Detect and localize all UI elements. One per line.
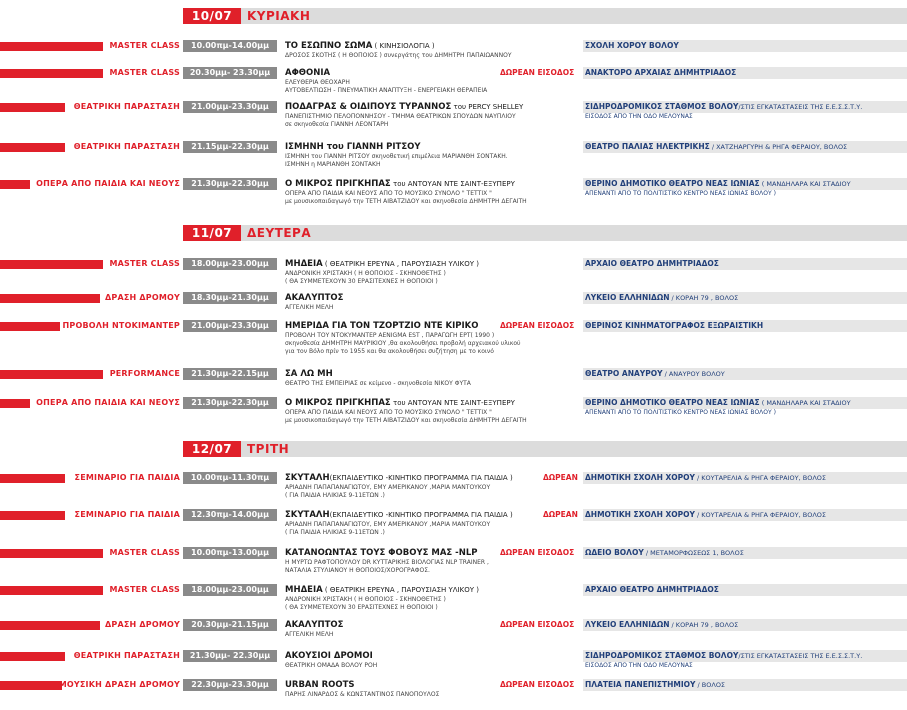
venue-label [585, 509, 826, 521]
venue-address-line2: ΑΠΕΝΑΝΤΙ ΑΠΟ ΤΟ ΠΟΛΙΤΙΣΤΙΚΟ ΚΕΝΤΡΟ ΝΕΑΣ ΙΩΝΙΑΣ ΒΟΛΟΥ ) [585, 409, 776, 416]
venue-address: / ΒΟΛΟΣ [695, 681, 726, 689]
event-venue [583, 258, 907, 270]
event-category: ΣΕΜΙΝΑΡΙΟ ΓΙΑ ΠΑΙΔΙΑ [74, 473, 180, 482]
event-title-main: ΤΟ ΕΣΩΠΝΟ ΣΩΜΑ [285, 41, 373, 51]
day-date: 11/07 [183, 225, 241, 241]
event-venue [583, 292, 907, 304]
event-detail-line: ΠΑΝΕΠΙΣΤΗΜΙΟ ΠΕΛΟΠΟΝΝΗΣΟΥ - ΤΜΗΜΑ ΘΕΑΤΡΙΚΩΝ ΣΠΟΥΔΩΝ ΝΑΥΠΛΙΟΥ [285, 113, 516, 120]
event-time: 18.30μμ-21.30μμ [183, 292, 277, 304]
event-title [285, 509, 513, 521]
event-venue [583, 320, 907, 332]
venue-name: ΔΗΜΟΤΙΚΗ ΣΧΟΛΗ ΧΟΡΟΥ [585, 473, 695, 482]
category-bar [0, 399, 30, 408]
event-category: ΘΕΑΤΡΙΚΗ ΠΑΡΑΣΤΑΣΗ [73, 102, 180, 111]
event-title-main: ΣΑ ΛΩ ΜΗ [285, 369, 333, 379]
venue-label [585, 584, 719, 596]
event-title-main: ΣΚΥΤΑΛΗ [285, 473, 330, 483]
event-details [285, 484, 490, 500]
event-detail-line: ( ΘΑ ΣΥΜΜΕΤΕΧΟΥΝ 30 ΕΡΑΣΙΤΕΧΝΕΣ Η ΘΟΠΟΙΟΙ ) [285, 604, 438, 611]
event-venue [583, 584, 907, 596]
venue-name: ΘΕΑΤΡΟ ΠΑΛΙΑΣ ΗΛΕΚΤΡΙΚΗΣ [585, 142, 710, 151]
event-detail-line: ( ΓΙΑ ΠΑΙΔΙΑ ΗΛΙΚΙΑΣ 9-11ΕΤΩΝ .) [285, 529, 385, 536]
event-category: PERFORMANCE [109, 369, 180, 378]
event-venue [583, 67, 907, 79]
venue-address: / ΚΟΥΤΑΡΕΛΙΑ & ΡΗΓΑ ΦΕΡΑΙΟΥ, ΒΟΛΟΣ [694, 511, 827, 519]
event-details [285, 113, 516, 129]
venue-label [585, 619, 738, 631]
venue-name: ΑΡΧΑΙΟ ΘΕΑΤΡΟ ΔΗΜΗΤΡΙΑΔΟΣ [585, 585, 719, 594]
free-entry-label: ΔΩΡΕΑΝ [543, 473, 578, 482]
event-venue [583, 40, 907, 52]
venue-label [585, 67, 736, 79]
event-title [285, 101, 523, 113]
event-venue [583, 101, 907, 113]
free-entry-label: ΔΩΡΕΑΝ ΕΙΣΟΔΟΣ [500, 68, 575, 77]
venue-label [585, 397, 851, 409]
event-title-main: URBAN ROOTS [285, 680, 355, 690]
event-details [285, 52, 512, 60]
category-bar [0, 42, 103, 51]
venue-address: / ΚΟΡΑΗ 79 , ΒΟΛΟΣ [669, 294, 739, 302]
event-detail-line: ΙΣΜΗΝΗ του ΓΙΑΝΝΗ ΡΙΤΣΟΥ σκηνοθετική επιμέλεια ΜΑΡΙΑΝΘΗ ΣΟΝΤΑΚΗ. [285, 153, 508, 160]
day-header [183, 8, 907, 24]
venue-name: ΑΝΑΚΤΟΡΟ ΑΡΧΑΙΑΣ ΔΗΜΗΤΡΙΑΔΟΣ [585, 68, 737, 77]
venue-address-line2: ΑΠΕΝΑΝΤΙ ΑΠΟ ΤΟ ΠΟΛΙΤΙΣΤΙΚΟ ΚΕΝΤΡΟ ΝΕΑΣ ΙΩΝΙΑΣ ΒΟΛΟΥ ) [585, 190, 776, 197]
venue-label [585, 320, 763, 332]
event-detail-line: με μουσικοπαιδαγωγό την ΤΕΤΗ ΑΙΒΑΤΖΙΔΟΥ και σκηνοθεσία ΔΗΜΗΤΡΗ ΔΕΓΑΙΤΗ [285, 198, 527, 205]
event-time: 21.30μμ-22.15μμ [183, 368, 277, 380]
venue-address-line2: ΕΙΣΟΔΟΣ ΑΠΟ ΤΗΝ ΟΔΟ ΜΕΛΟΥΝΑΣ [585, 113, 693, 120]
category-bar [0, 260, 103, 269]
event-category: MASTER CLASS [109, 259, 180, 268]
category-bar [0, 549, 103, 558]
venue-label [585, 650, 862, 662]
venue-label [585, 292, 738, 304]
event-time: 18.00μμ-23.00μμ [183, 258, 277, 270]
venue-name: ΣΧΟΛΗ ΧΟΡΟΥ ΒΟΛΟΥ [585, 41, 679, 50]
venue-address: ( ΜΑΝΔΗΛΑΡΑ ΚΑΙ ΣΤΑΔΙΟΥ [759, 399, 851, 407]
category-bar [0, 511, 65, 520]
event-detail-line: ( ΓΙΑ ΠΑΙΔΙΑ ΗΛΙΚΙΑΣ 9-11ΕΤΩΝ .) [285, 492, 385, 499]
event-category: MASTER CLASS [109, 68, 180, 77]
event-time: 21.00μμ-23.30μμ [183, 101, 277, 113]
event-time: 21.00μμ-23.30μμ [183, 320, 277, 332]
venue-name: ΛΥΚΕΙΟ ΕΛΛΗΝΙΔΩΝ [585, 293, 670, 302]
venue-name: ΔΗΜΟΤΙΚΗ ΣΧΟΛΗ ΧΟΡΟΥ [585, 510, 695, 519]
category-bar [0, 69, 103, 78]
event-title [285, 67, 330, 79]
venue-name: ΘΕΡΙΝΟ ΔΗΜΟΤΙΚΟ ΘΕΑΤΡΟ ΝΕΑΣ ΙΩΝΙΑΣ [585, 398, 760, 407]
event-title [285, 292, 343, 304]
event-title-note: ( ΚΙΝΗΣΙΟΛΟΓΙΑ ) [372, 42, 435, 50]
event-title-main: Ο ΜΙΚΡΟΣ ΠΡΙΓΚΗΠΑΣ [285, 398, 391, 408]
event-title [285, 320, 478, 332]
event-category: ΘΕΑΤΡΙΚΗ ΠΑΡΑΣΤΑΣΗ [73, 651, 180, 660]
event-category: ΠΡΟΒΟΛΗ ΝΤΟΚΙΜΑΝΤΕΡ [62, 321, 180, 330]
event-detail-line: ΑΓΓΕΛΙΚΗ ΜΕΛΗ [285, 304, 334, 311]
venue-label [585, 679, 725, 691]
event-category: MASTER CLASS [109, 548, 180, 557]
event-title [285, 258, 479, 270]
venue-name: ΠΛΑΤΕΙΑ ΠΑΝΕΠΙΣΤΗΜΙΟΥ [585, 680, 696, 689]
event-venue [583, 650, 907, 662]
event-title [285, 397, 515, 409]
venue-address: / ΑΝΑΥΡΟΥ ΒΟΛΟΥ [662, 370, 725, 378]
event-title [285, 547, 477, 559]
venue-name: ΘΕΡΙΝΟ ΔΗΜΟΤΙΚΟ ΘΕΑΤΡΟ ΝΕΑΣ ΙΩΝΙΑΣ [585, 179, 760, 188]
event-title-note: ( ΘΕΑΤΡΙΚΗ ΕΡΕΥΝΑ , ΠΑΡΟΥΣΙΑΣΗ ΥΛΙΚΟΥ ) [322, 586, 479, 594]
category-bar [0, 103, 65, 112]
venue-label [585, 368, 725, 380]
event-venue [583, 547, 907, 559]
event-detail-line: ΘΕΑΤΡΟ ΤΗΣ ΕΜΠΕΙΡΙΑΣ σε κείμενο - σκηνοθεσία ΝΙΚΟΥ ΦΥΤΑ [285, 380, 471, 387]
event-title [285, 40, 435, 52]
event-category: ΘΕΑΤΡΙΚΗ ΠΑΡΑΣΤΑΣΗ [73, 142, 180, 151]
event-venue [583, 368, 907, 380]
event-venue [583, 509, 907, 521]
event-time: 10.00πμ-13.00μμ [183, 547, 277, 559]
venue-address: / ΚΟΡΑΗ 79 , ΒΟΛΟΣ [669, 621, 739, 629]
event-time: 21.30μμ-22.30μμ [183, 397, 277, 409]
event-time: 18.00μμ-23.00μμ [183, 584, 277, 596]
event-title-main: ΚΑΤΑΝΟΩΝΤΑΣ ΤΟΥΣ ΦΟΒΟΥΣ ΜΑΣ -NLP [285, 548, 478, 558]
event-detail-line: ΙΣΜΗΝΗ η ΜΑΡΙΑΝΘΗ ΣΟΝΤΑΚΗ [285, 161, 381, 168]
event-title [285, 178, 515, 190]
event-category: MASTER CLASS [109, 41, 180, 50]
venue-address: /ΣΤΙΣ ΕΓΚΑΤΑΣΤΑΣΕΙΣ ΤΗΣ Ε.Ε.Σ.Σ.Τ.Υ. [738, 652, 863, 660]
event-detail-line: ΟΠΕΡΑ ΑΠΟ ΠΑΙΔΙΑ ΚΑΙ ΝΕΟΥΣ ΑΠΟ ΤΟ ΜΟΥΣΙΚΟ ΣΥΝΟΛΟ " ΤΕΤΤΙΧ " [285, 409, 492, 416]
event-detail-line: σε σκηνοθεσία ΓΙΑΝΝΗ ΛΕΟΝΤΑΡΗ [285, 121, 389, 128]
venue-address: /ΣΤΙΣ ΕΓΚΑΤΑΣΤΑΣΕΙΣ ΤΗΣ Ε.Ε.Σ.Σ.Τ.Υ. [738, 103, 863, 111]
category-bar [0, 474, 65, 483]
event-venue [583, 679, 907, 691]
event-venue [583, 178, 907, 190]
event-time: 10.00πμ-14.00μμ [183, 40, 277, 52]
venue-name: ΘΕΡΙΝΟΣ ΚΙΝΗΜΑΤΟΓΡΑΦΟΣ ΕΞΩΡΑΙΣΤΙΚΗ [585, 321, 764, 330]
event-title-main: Ο ΜΙΚΡΟΣ ΠΡΙΓΚΗΠΑΣ [285, 179, 391, 189]
venue-label [585, 258, 719, 270]
event-title-main: ΜΗΔΕΙΑ [285, 259, 323, 269]
event-detail-line: ΟΠΕΡΑ ΑΠΟ ΠΑΙΔΙΑ ΚΑΙ ΝΕΟΥΣ ΑΠΟ ΤΟ ΜΟΥΣΙΚΟ ΣΥΝΟΛΟ " ΤΕΤΤΙΧ " [285, 190, 492, 197]
event-time: 21.15μμ-22.30μμ [183, 141, 277, 153]
event-title [285, 650, 373, 662]
event-detail-line: ΔΡΟΣΟΣ ΣΚΟΤΗΣ ( Η ΘΟΠΟΙΟΣ ) συνεργάτης του ΔΗΜΗΤΡΗ ΠΑΠΑΙΩΑΝΝΟΥ [285, 52, 512, 59]
event-detail-line: με μουσικοπαιδαγωγό την ΤΕΤΗ ΑΙΒΑΤΖΙΔΟΥ και σκηνοθεσία ΔΗΜΗΤΡΗ ΔΕΓΑΙΤΗ [285, 417, 527, 424]
event-venue [583, 141, 907, 153]
event-category: ΟΠΕΡΑ ΑΠΟ ΠΑΙΔΙΑ ΚΑΙ ΝΕΟΥΣ [36, 398, 180, 407]
event-detail-line: ΑΡΙΑΔΝΗ ΠΑΠΑΠΑΝΑΓΙΩΤΟΥ, ΕΜΥ ΑΜΕΡΙΚΑΝΟΥ ,ΜΑΡΙΑ ΜΑΝΤΟΥΚΟΥ [285, 484, 491, 491]
venue-name: ΑΡΧΑΙΟ ΘΕΑΤΡΟ ΔΗΜΗΤΡΙΑΔΟΣ [585, 259, 719, 268]
event-title-main: ΜΗΔΕΙΑ [285, 585, 323, 595]
event-title [285, 619, 343, 631]
event-details [285, 691, 439, 699]
event-title [285, 141, 421, 153]
event-title [285, 368, 333, 380]
event-category: ΣΕΜΙΝΑΡΙΟ ΓΙΑ ΠΑΙΔΙΑ [74, 510, 180, 519]
event-details [285, 270, 446, 286]
event-detail-line: ΑΥΤΟΒΕΛΤΙΩΣΗ - ΠΝΕΥΜΑΤΙΚΗ ΑΝΑΠΤΥΞΗ - ΕΝΕΡΓΕΙΑΚΗ ΘΕΡΑΠΕΙΑ [285, 87, 488, 94]
event-title-main: ΑΦΘΟΝΙΑ [285, 68, 331, 78]
event-category: ΟΠΕΡΑ ΑΠΟ ΠΑΙΔΙΑ ΚΑΙ ΝΕΟΥΣ [36, 179, 180, 188]
event-detail-line: Η ΜΥΡΤΩ ΡΑΦΤΟΠΟΥΛΟΥ DR ΚΥΤΤΑΡΙΚΗΣ ΒΙΟΛΟΓΙΑΣ NLP TRAINER , [285, 559, 489, 566]
venue-address: / ΧΑΤΖΗΑΡΓΥΡΗ & ΡΗΓΑ ΦΕΡΑΙΟΥ, ΒΟΛΟΣ [709, 143, 848, 151]
event-title-main: ΑΚΑΛΥΠΤΟΣ [285, 620, 344, 630]
free-entry-label: ΔΩΡΕΑΝ ΕΙΣΟΔΟΣ [500, 620, 575, 629]
venue-label [585, 472, 826, 484]
category-bar [0, 370, 103, 379]
venue-name: ΣΙΔΗΡΟΔΡΟΜΙΚΟΣ ΣΤΑΘΜΟΣ ΒΟΛΟΥ [585, 102, 739, 111]
event-time: 10.00πμ-11.30πμ [183, 472, 277, 484]
event-time: 20.30μμ- 23.30μμ [183, 67, 277, 79]
event-details [285, 79, 487, 95]
free-entry-label: ΔΩΡΕΑΝ [543, 510, 578, 519]
category-bar [0, 180, 30, 189]
event-details [285, 662, 377, 670]
event-details [285, 190, 527, 206]
event-details [285, 380, 471, 388]
event-details [285, 304, 333, 312]
event-category: ΔΡΑΣΗ ΔΡΟΜΟΥ [104, 293, 180, 302]
event-details [285, 631, 333, 639]
event-detail-line: ΑΓΓΕΛΙΚΗ ΜΕΛΗ [285, 631, 334, 638]
category-bar [0, 681, 62, 690]
event-time: 22.30μμ-23.30μμ [183, 679, 277, 691]
day-date: 10/07 [183, 8, 241, 24]
event-category: ΜΟΥΣΙΚΗ ΔΡΑΣΗ ΔΡΟΜΟΥ [58, 680, 180, 689]
event-title-note: ( ΘΕΑΤΡΙΚΗ ΕΡΕΥΝΑ , ΠΑΡΟΥΣΙΑΣΗ ΥΛΙΚΟΥ ) [322, 260, 479, 268]
venue-label [585, 101, 862, 113]
event-title-note: του PERCY SHELLEY [451, 103, 524, 111]
event-time: 21.30μμ-22.30μμ [183, 178, 277, 190]
event-detail-line: σκηνοθεσία ΔΗΜΗΤΡΗ ΜΑΥΡΙΚΙΟΥ ,θα ακολουθήσει προβολή αρχειακού υλικού [285, 340, 521, 347]
event-detail-line: ( ΘΑ ΣΥΜΜΕΤΕΧΟΥΝ 30 ΕΡΑΣΙΤΕΧΝΕΣ Η ΘΟΠΟΙΟΙ ) [285, 278, 438, 285]
event-title-note: (ΕΚΠΑΙΔΕΥΤΙΚΟ -ΚΙΝΗΤΙΚΟ ΠΡΟΓΡΑΜΜΑ ΓΙΑ ΠΑΙΔΙΑ ) [329, 474, 513, 482]
event-details [285, 332, 521, 356]
day-date: 12/07 [183, 441, 241, 457]
day-name: ΚΥΡΙΑΚΗ [247, 9, 311, 23]
venue-name: ΩΔΕΙΟ ΒΟΛΟΥ [585, 548, 644, 557]
event-time: 21.30μμ- 22.30μμ [183, 650, 277, 662]
event-detail-line: για τον Βόλο πρίν το 1955 και θα ακολουθήσει συζήτηση με το κοινό [285, 348, 494, 355]
free-entry-label: ΔΩΡΕΑΝ ΕΙΣΟΔΟΣ [500, 680, 575, 689]
venue-label [585, 40, 679, 52]
event-title-main: ΑΚΟΥΣΙΟΙ ΔΡΟΜΟΙ [285, 651, 373, 661]
event-detail-line: ΑΝΔΡΟΝΙΚΗ ΧΡΙΣΤΑΚΗ ( Η ΘΟΠΟΙΟΣ - ΣΚΗΝΟΘΕΤΗΣ ) [285, 270, 446, 277]
event-time: 20.30μμ-21.15μμ [183, 619, 277, 631]
venue-name: ΘΕΑΤΡΟ ΑΝΑΥΡΟΥ [585, 369, 663, 378]
event-title [285, 584, 479, 596]
event-details [285, 153, 508, 169]
event-venue [583, 472, 907, 484]
category-bar [0, 143, 65, 152]
event-time: 12.30πμ-14.00μμ [183, 509, 277, 521]
venue-name: ΣΙΔΗΡΟΔΡΟΜΙΚΟΣ ΣΤΑΘΜΟΣ ΒΟΛΟΥ [585, 651, 739, 660]
event-detail-line: ΠΑΡΗΣ ΛΙΝΑΡΔΟΣ & ΚΩΝΣΤΑΝΤΙΝΟΣ ΠΑΝΟΠΟΥΛΟΣ [285, 691, 440, 698]
category-bar [0, 294, 100, 303]
category-bar [0, 322, 60, 331]
event-title-main: ΑΚΑΛΥΠΤΟΣ [285, 293, 344, 303]
event-title [285, 472, 513, 484]
event-detail-line: ΑΡΙΑΔΝΗ ΠΑΠΑΠΑΝΑΓΙΩΤΟΥ, ΕΜΥ ΑΜΕΡΙΚΑΝΟΥ ,ΜΑΡΙΑ ΜΑΝΤΟΥΚΟΥ [285, 521, 491, 528]
event-detail-line: ΕΛΕΥΘΕΡΙΑ ΘΕΟΧΑΡΗ [285, 79, 350, 86]
event-detail-line: ΝΑΤΑΛΙΑ ΣΤΥΛΙΑΝΟΥ Η ΘΟΠΟΙΟΣ/ΧΟΡΟΓΡΑΦΟΣ. [285, 567, 430, 574]
event-title-main: ΗΜΕΡΙΔΑ ΓΙΑ ΤΟΝ ΤΖΟΡΤΖΙΟ ΝΤΕ ΚΙΡΙΚΟ [285, 321, 479, 331]
venue-address: / ΚΟΥΤΑΡΕΛΙΑ & ΡΗΓΑ ΦΕΡΑΙΟΥ, ΒΟΛΟΣ [694, 474, 827, 482]
event-title-note: (ΕΚΠΑΙΔΕΥΤΙΚΟ -ΚΙΝΗΤΙΚΟ ΠΡΟΓΡΑΜΜΑ ΓΙΑ ΠΑΙΔΙΑ ) [329, 511, 513, 519]
event-title-main: ΙΣΜΗΝΗ του ΓΙΑΝΝΗ ΡΙΤΣΟΥ [285, 142, 421, 152]
event-title-main: ΣΚΥΤΑΛΗ [285, 510, 330, 520]
venue-label [585, 547, 744, 559]
event-details [285, 521, 490, 537]
event-category: MASTER CLASS [109, 585, 180, 594]
event-details [285, 409, 527, 425]
event-title-note: του ΑΝΤΟΥΑΝ ΝΤΕ ΣΑΙΝΤ-ΕΞΥΠΕΡΥ [390, 399, 515, 407]
event-venue [583, 619, 907, 631]
event-category: ΔΡΑΣΗ ΔΡΟΜΟΥ [104, 620, 180, 629]
event-title-note: του ΑΝΤΟΥΑΝ ΝΤΕ ΣΑΙΝΤ-ΕΞΥΠΕΡΥ [390, 180, 515, 188]
event-detail-line: ΑΝΔΡΟΝΙΚΗ ΧΡΙΣΤΑΚΗ ( Η ΘΟΠΟΙΟΣ - ΣΚΗΝΟΘΕΤΗΣ ) [285, 596, 446, 603]
event-title [285, 679, 355, 691]
category-bar [0, 586, 103, 595]
free-entry-label: ΔΩΡΕΑΝ ΕΙΣΟΔΟΣ [500, 321, 575, 330]
category-bar [0, 652, 65, 661]
venue-address: / ΜΕΤΑΜΟΡΦΩΣΕΩΣ 1, ΒΟΛΟΣ [643, 549, 744, 557]
event-details [285, 596, 446, 612]
day-name: ΔΕΥΤΕΡΑ [247, 226, 312, 240]
venue-label [585, 178, 851, 190]
event-detail-line: ΠΡΟΒΟΛΗ ΤΟΥ ΝΤΟΚΥΜΑΝΤΕΡ AENIGMA EST , ΠΑΡΑΓΩΓΗ ΕΡΤ( 1990 ) [285, 332, 495, 339]
event-venue [583, 397, 907, 409]
venue-label [585, 141, 847, 153]
day-header [183, 225, 907, 241]
venue-name: ΛΥΚΕΙΟ ΕΛΛΗΝΙΔΩΝ [585, 620, 670, 629]
day-header [183, 441, 907, 457]
event-detail-line: ΘΕΑΤΡΙΚΗ ΟΜΑΔΑ ΒΟΛΟΥ ΡΟΗ [285, 662, 378, 669]
category-bar [0, 621, 100, 630]
day-name: ΤΡΙΤΗ [247, 442, 290, 456]
venue-address: ( ΜΑΝΔΗΛΑΡΑ ΚΑΙ ΣΤΑΔΙΟΥ [759, 180, 851, 188]
free-entry-label: ΔΩΡΕΑΝ ΕΙΣΟΔΟΣ [500, 548, 575, 557]
venue-address-line2: ΕΙΣΟΔΟΣ ΑΠΟ ΤΗΝ ΟΔΟ ΜΕΛΟΥΝΑΣ [585, 662, 693, 669]
event-details [285, 559, 489, 575]
event-title-main: ΠΟΔΑΓΡΑΣ & ΟΙΔΙΠΟΥΣ ΤΥΡΑΝΝΟΣ [285, 102, 452, 112]
